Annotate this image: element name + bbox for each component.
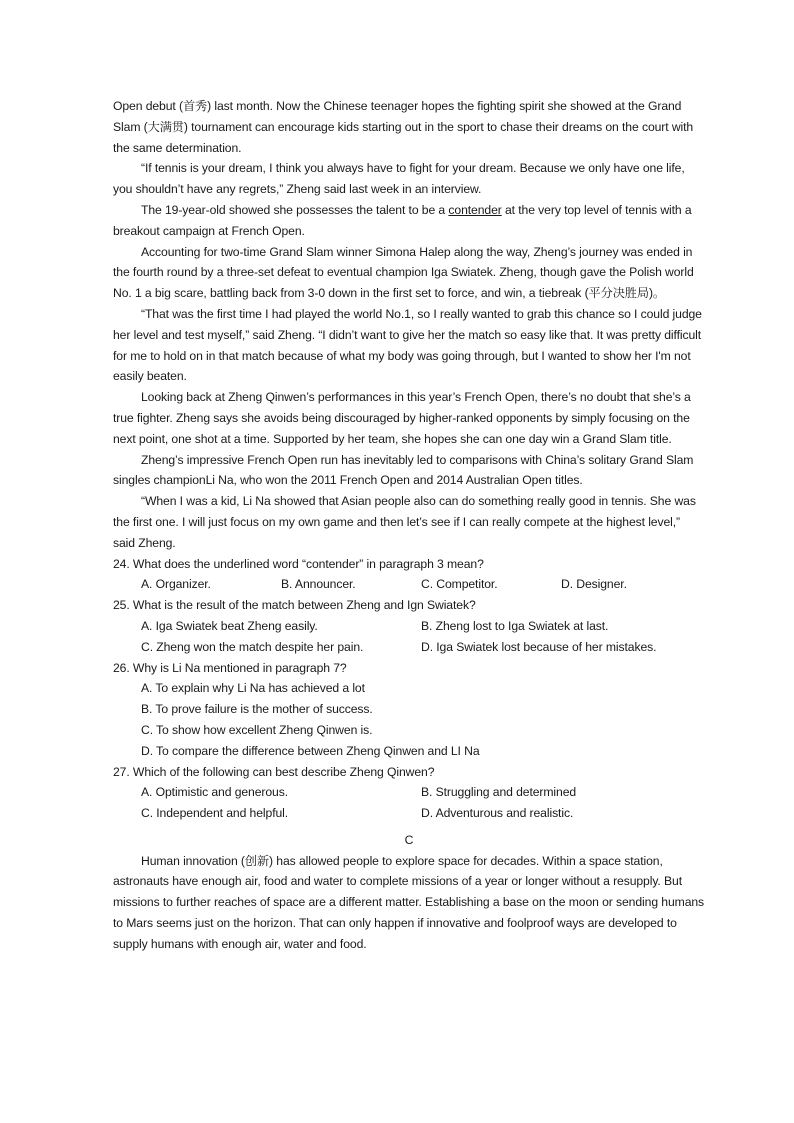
q24-option-c: C. Competitor. [421, 577, 498, 592]
question-26-option-row-a [113, 678, 705, 699]
question-25-options-row2 [113, 637, 705, 658]
question-26-option-row-c [113, 720, 705, 741]
question-27-options-row2 [113, 803, 705, 824]
question-24-options [113, 574, 705, 595]
q26-option-d: D. To compare the difference between Zheng Qinwen and LI Na [141, 743, 480, 758]
q24-option-a: A. Organizer. [141, 577, 211, 592]
q26-option-b: B. To prove failure is the mother of success. [141, 702, 373, 717]
q27-option-c: C. Independent and helpful. [141, 806, 289, 821]
q24-option-d: D. Designer. [561, 577, 627, 592]
q26-option-c: C. To show how excellent Zheng Qinwen is. [141, 722, 373, 737]
question-27-stem: 27. Which of the following can best describe Zheng Qinwen? [113, 764, 435, 779]
question-27-options-row1 [113, 782, 705, 803]
question-25-options-row1 [113, 616, 705, 637]
document-page [113, 96, 705, 955]
underlined-word-contender: contender [448, 202, 502, 217]
q25-option-b: B. Zheng lost to Iga Swiatek at last. [421, 618, 609, 633]
q27-option-a: A. Optimistic and generous. [141, 785, 289, 800]
q27-option-d: D. Adventurous and realistic. [421, 806, 574, 821]
question-26-option-row-d [113, 741, 705, 762]
section-c-paragraph-1: Human innovation (创新) has allowed people to explore space for decades. Within a space station, astronauts have enough air, food and water to complete missions of a year or longer without a resupply. But missions to further reaches of space are a different matter. Establishing a base on the moon or sending humans to Mars seems just on the horizon. That can only happen if innovative and foolproof ways are developed to supply humans with enough air, water and food. [113, 853, 705, 951]
q25-option-c: C. Zheng won the match despite her pain. [141, 639, 364, 654]
question-24-stem: 24. What does the underlined word “contender” in paragraph 3 mean? [113, 556, 484, 571]
section-c-heading: C [404, 832, 414, 847]
question-26-stem: 26. Why is Li Na mentioned in paragraph 7? [113, 660, 347, 675]
q26-option-a: A. To explain why Li Na has achieved a lot [141, 681, 365, 696]
paragraph-8: “When I was a kid, Li Na showed that Asian people also can do something really good in tennis. She was the first one. I will just focus on my own game and then let’s see if I can really compete at the highest level,” said Zheng. [113, 494, 696, 550]
paragraph-1: Open debut (首秀) last month. Now the Chinese teenager hopes the fighting spirit she showed at the Grand Slam (大满贯) tournament can encourage kids starting out in the sport to chase their dreams on the court with the same determination. [113, 99, 694, 155]
q25-option-d: D. Iga Swiatek lost because of her mistakes. [421, 639, 657, 654]
paragraph-3 [113, 200, 705, 242]
q27-option-b: B. Struggling and determined [421, 785, 577, 800]
paragraph-2: “If tennis is your dream, I think you always have to fight for your dream. Because we only have one life, you shouldn’t have any regrets,” Zheng said last week in an interview. [113, 161, 685, 197]
q24-option-b: B. Announcer. [281, 577, 356, 592]
paragraph-6: Looking back at Zheng Qinwen’s performances in this year’s French Open, there’s no doubt that she’s a true fighter. Zheng says she avoids being discouraged by higher-ranked opponents by simply focusing on the next point, one shot at a time. Supported by her team, she hopes she can one day win a Grand Slam title. [113, 390, 691, 446]
paragraph-5: “That was the first time I had played the world No.1, so I really wanted to grab this chance so I could judge her level and test myself,” said Zheng. “I didn’t want to give her the match so easy like that. It was pretty difficult for me to hold on in that match because of what my body was going through, but I wanted to show her I'm not easily beaten. [113, 306, 702, 384]
paragraph-7: Zheng’s impressive French Open run has inevitably led to comparisons with China’s solitary Grand Slam singles championLi Na, who won the 2011 French Open and 2014 Australian Open titles. [113, 452, 694, 488]
paragraph-4: Accounting for two-time Grand Slam winner Simona Halep along the way, Zheng’s journey was ended in the fourth round by a three-set defeat to eventual champion Iga Swiatek. Zheng, though gave the Polish world No. 1 a big scare, battling back from 3-0 down in the first set to force, and win, a tiebreak (平分决胜局)。 [113, 244, 694, 301]
paragraph-3-after: at the very top level of tennis with a breakout campaign at French Open. [113, 202, 692, 238]
question-25-stem: 25. What is the result of the match between Zheng and Ign Swiatek? [113, 598, 476, 613]
q25-option-a: A. Iga Swiatek beat Zheng easily. [141, 618, 318, 633]
question-26-option-row-b [113, 699, 705, 720]
paragraph-3-before: The 19-year-old showed she possesses the talent to be a [141, 202, 449, 217]
